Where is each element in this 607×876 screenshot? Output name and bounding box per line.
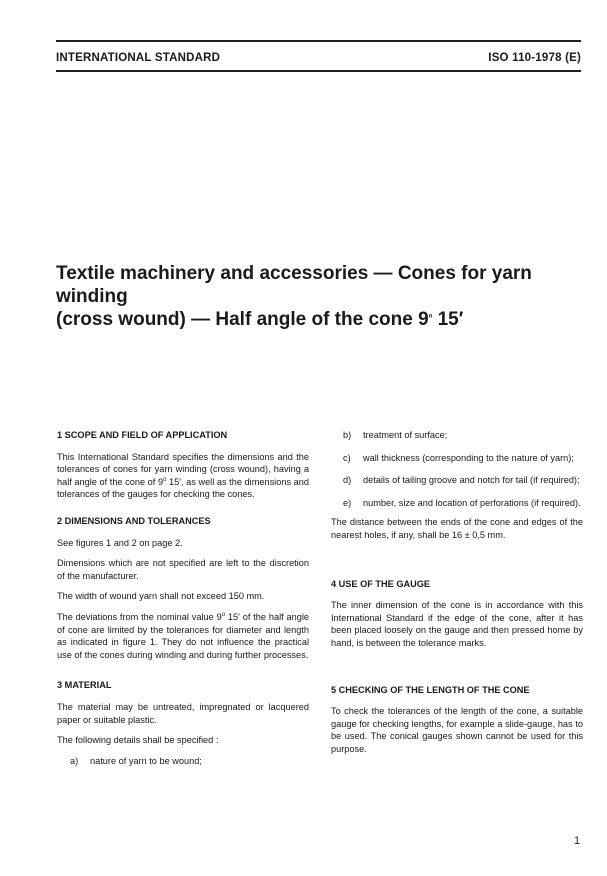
page-number: 1	[574, 835, 581, 847]
s1-minutes-value: 15	[166, 476, 180, 487]
s2-text-a: The deviations from the nominal value 9	[57, 611, 222, 622]
section-1-paragraph	[57, 451, 309, 501]
list-marker-c: c)	[343, 452, 351, 463]
header-document-id: ISO 110-1978 (E)	[488, 52, 581, 64]
list-text-b: treatment of surface;	[363, 430, 448, 440]
list-item-a	[57, 755, 309, 768]
s1-text-a: This International Standard specifies the dimensions and the tolerances of cones for yarn winding (cross wound), having a half angle of the cone of 9	[57, 451, 309, 487]
section-5-heading: 5 CHECKING OF THE LENGTH OF THE CONE	[331, 684, 530, 695]
list-text-e: number, size and location of perforations (if required).	[363, 497, 581, 508]
title-degree-symbol: o	[428, 313, 433, 320]
right-column	[331, 429, 583, 764]
header-bottom-rule	[56, 70, 581, 72]
s1-minute-symbol: ′	[179, 476, 181, 487]
list-marker-a: a)	[70, 755, 79, 766]
title-minute-symbol: ′	[458, 309, 464, 330]
left-column	[57, 429, 309, 774]
section-2-paragraph-3: The width of wound yarn shall not exceed 150 mm.	[57, 591, 265, 602]
title-line-2	[56, 308, 586, 331]
section-3-paragraph-1: The material may be untreated, impregnated or lacquered paper or suitable plastic.	[57, 701, 309, 725]
distance-paragraph: The distance between the ends of the cone and edges of the nearest holes, if any, shall be 16 ± 0,5 mm.	[331, 517, 583, 540]
section-2-heading: 2 DIMENSIONS AND TOLERANCES	[57, 515, 211, 526]
header-top-rule	[56, 40, 581, 42]
list-marker-b: b)	[343, 430, 352, 440]
title-line-1: Textile machinery and accessories — Cones for yarn winding	[56, 263, 532, 307]
s2-minute-symbol: ′	[238, 611, 240, 622]
title-line-2-text: (cross wound) — Half angle of the cone 9	[56, 309, 429, 330]
section-2-paragraph-4	[57, 611, 309, 661]
section-1-heading: 1 SCOPE AND FIELD OF APPLICATION	[57, 430, 228, 440]
s1-degree-symbol: o	[163, 476, 167, 483]
s2-minutes-value: 15	[225, 611, 239, 622]
list-item-c	[331, 452, 583, 465]
section-3-paragraph-2: The following details shall be specified :	[57, 735, 219, 746]
section-2-paragraph-2: Dimensions which are not specified are left to the discretion of the manufacturer.	[57, 558, 309, 581]
header-standard-label: INTERNATIONAL STANDARD	[56, 52, 221, 64]
list-marker-e: e)	[343, 497, 352, 508]
list-text-c: wall thickness (corresponding to the nature of yarn);	[363, 452, 574, 463]
document-title	[56, 262, 586, 331]
section-4-paragraph: The inner dimension of the cone is in accordance with this International Standard if the edge of the cone, after it has been placed loosely on the gauge and then pressed home by hand, is between the tolerance marks.	[331, 600, 583, 648]
list-item-e	[331, 497, 583, 510]
list-text-d: details of tailing groove and notch for tail (if required);	[363, 475, 580, 486]
s2-text-b: of the half angle of cone are limited by the tolerances for diameter and length as indicated in figure 1. They do not influence the practical use of the cones during winding and during further processes.	[57, 611, 309, 660]
section-2-paragraph-1: See figures 1 and 2 on page 2.	[57, 537, 183, 548]
list-item-b	[331, 429, 583, 442]
section-4-heading: 4 USE OF THE GAUGE	[331, 578, 431, 589]
list-text-a: nature of yarn to be wound;	[90, 755, 202, 766]
list-marker-d: d)	[343, 475, 352, 486]
s1-text-b: , as well as the dimensions and tolerances of the gauges for checking the cones.	[57, 476, 309, 500]
section-3-heading: 3 MATERIAL	[57, 680, 112, 691]
section-5-paragraph: To check the tolerances of the length of the cone, a suitable gauge for checking lengths, for example a slide-gauge, has to be used. The conical gauges shown cannot be used for this purpose.	[331, 706, 583, 754]
list-item-d	[331, 474, 583, 487]
title-minutes-value: 15	[432, 309, 459, 330]
s2-degree-symbol: o	[221, 611, 226, 618]
